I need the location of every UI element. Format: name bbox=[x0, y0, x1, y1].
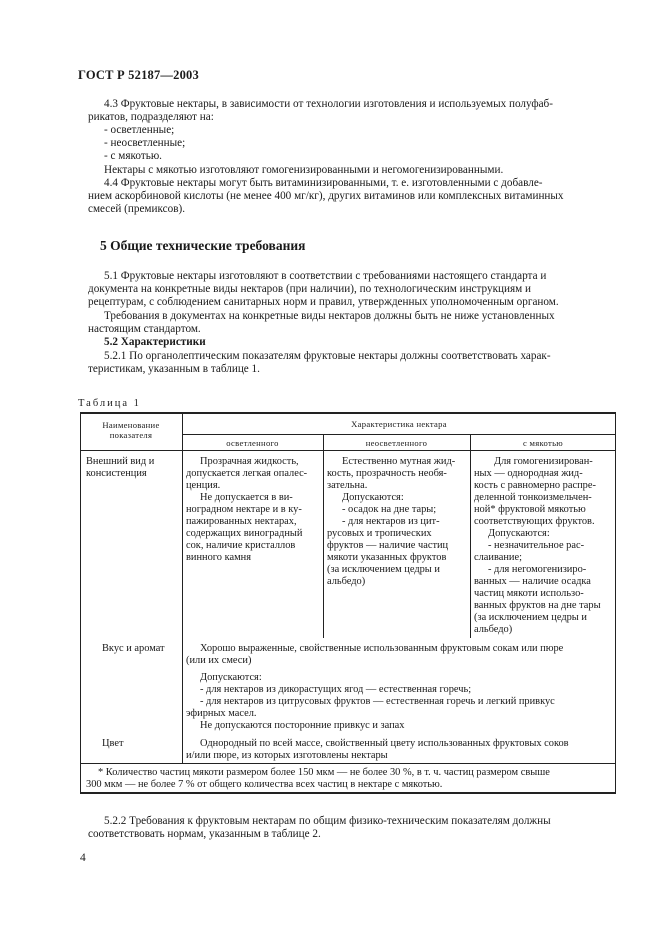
header-col-pulp: с мякотью bbox=[522, 438, 564, 448]
r1c1-line: Не допускается в ви- bbox=[200, 492, 293, 503]
header-name-line1: Наименование bbox=[102, 420, 160, 430]
section-5-title: 5 Общие технические требования bbox=[100, 238, 306, 253]
row2-line: - для нектаров из цитрусовых фруктов — естественная горечь и легкий привкус bbox=[200, 696, 555, 707]
r1c2-line: - для нектаров из цит- bbox=[342, 516, 440, 527]
table-caption: Таблица 1 bbox=[78, 398, 141, 409]
p43-line2: рикатов, подразделяют на: bbox=[88, 111, 214, 123]
p521-line2: теристикам, указанным в таблице 1. bbox=[88, 363, 260, 375]
p521-line1: 5.2.1 По органолептическим показателям фруктовые нектары должны соответствовать харак- bbox=[104, 350, 551, 362]
r1c3-line: - для негомогенизиро- bbox=[488, 564, 587, 575]
r1c1-line: содержащих виноградный bbox=[186, 528, 303, 539]
row2-name: Вкус и аромат bbox=[102, 643, 165, 654]
p44-line2: нием аскорбиновой кислоты (не менее 400 мг/кг), других витаминов или комплексных витаминных bbox=[88, 190, 564, 202]
p522-line1: 5.2.2 Требования к фруктовым нектарам по общим физико-техническим показателям должны bbox=[104, 815, 551, 827]
p-requirements-line1: Требования в документах на конкретные виды нектаров должны быть не ниже установленных bbox=[104, 310, 555, 322]
r1c2-line: (за исключением цедры и bbox=[327, 564, 440, 575]
r1c2-line: зательна. bbox=[327, 480, 368, 491]
r1c3-line: Допускаются: bbox=[488, 528, 550, 539]
r1c3-line: ных — однородная жид- bbox=[474, 468, 583, 479]
p51-line1: 5.1 Фруктовые нектары изготовляют в соответствии с требованиями настоящего стандарта и bbox=[104, 270, 547, 282]
row1-name-line1: Внешний вид и bbox=[86, 456, 155, 467]
r1c3-line: соответствующих фруктов. bbox=[474, 516, 595, 527]
table-1 bbox=[80, 412, 616, 794]
r1c2-line: - осадок на дне тары; bbox=[342, 504, 437, 515]
header-col-unclarified: неосветленного bbox=[365, 438, 428, 448]
r1c3-line: ной* фруктовой мякотью bbox=[474, 504, 586, 515]
r1c3-line: слаивание; bbox=[474, 552, 522, 563]
r1c1-line: сок, наличие кристаллов bbox=[186, 540, 296, 551]
r1c1-line: винного камня bbox=[186, 552, 251, 563]
r1c1-line: ноградном нектаре и в ку- bbox=[186, 504, 302, 515]
row2-line: Допускаются: bbox=[200, 672, 262, 683]
page-number: 4 bbox=[80, 852, 86, 864]
r1c1-line: пажированных нектарах, bbox=[186, 516, 297, 527]
r1c1-line: допускается легкая опалес- bbox=[186, 468, 308, 479]
p51-line3: рецептурам, с соблюдением санитарных норм и правил, утвержденных уполномоченным органом. bbox=[88, 296, 559, 308]
r1c2-line: Допускаются: bbox=[342, 492, 404, 503]
header-col-clarified: осветленного bbox=[226, 438, 279, 448]
r1c3-line: частиц мякоти использо- bbox=[474, 588, 584, 599]
p44-line1: 4.4 Фруктовые нектары могут быть витаминизированными, т. е. изготовленными с добавле- bbox=[104, 177, 543, 189]
r1c2-line: альбедо) bbox=[327, 576, 366, 587]
subsection-52-title: 5.2 Характеристики bbox=[104, 336, 206, 348]
table-footnote-line1: * Количество частиц мякоти размером более 150 мкм — не более 30 %, в т. ч. частиц размером свыше bbox=[98, 767, 550, 778]
row2-line: эфирных масел. bbox=[186, 708, 257, 719]
r1c2-line: Естественно мутная жид- bbox=[342, 456, 456, 467]
r1c3-line: ванных фруктов на дне тары bbox=[474, 600, 601, 611]
header-name-line2: показателя bbox=[109, 430, 153, 440]
r1c2-line: кость, прозрачность необя- bbox=[327, 468, 447, 479]
document-header: ГОСТ Р 52187—2003 bbox=[78, 68, 199, 82]
r1c3-line: Для гомогенизирован- bbox=[494, 456, 593, 467]
p44-line3: смесей (премиксов). bbox=[88, 203, 186, 215]
p-homogenized: Нектары с мякотью изготовляют гомогенизированными и негомогенизированными. bbox=[104, 164, 504, 176]
row2-line: - для нектаров из дикорастущих ягод — естественная горечь; bbox=[200, 684, 472, 695]
p-requirements-line2: настоящим стандартом. bbox=[88, 323, 201, 335]
row3-name: Цвет bbox=[102, 738, 124, 749]
row3-line: и/или пюре, из которых изготовлены нектары bbox=[186, 750, 388, 761]
row2-line: (или их смеси) bbox=[186, 655, 252, 666]
row2-line: Хорошо выраженные, свойственные использованным фруктовым сокам или пюре bbox=[200, 643, 564, 654]
list-item: - осветленные; bbox=[104, 124, 175, 136]
r1c3-line: (за исключением цедры и bbox=[474, 612, 587, 623]
r1c3-line: - незначительное рас- bbox=[488, 540, 585, 551]
r1c3-line: альбедо) bbox=[474, 624, 513, 635]
r1c2-line: русовых и тропических bbox=[327, 528, 432, 539]
r1c3-line: деленной тонкоизмельчен- bbox=[474, 492, 592, 503]
r1c3-line: кость с равномерно распре- bbox=[474, 480, 596, 491]
row3-line: Однородный по всей массе, свойственный цвету использованных фруктовых соков bbox=[200, 738, 569, 749]
list-item: - с мякотью. bbox=[104, 150, 162, 162]
table-footnote-line2: 300 мкм — не более 7 % от общего количества всех частиц в нектаре с мякотью. bbox=[86, 779, 443, 790]
header-group: Характеристика нектара bbox=[351, 419, 447, 429]
row1-name-line2: консистенция bbox=[86, 468, 147, 479]
list-item: - неосветленные; bbox=[104, 137, 186, 149]
r1c1-line: ценция. bbox=[186, 480, 221, 491]
r1c3-line: ванных — наличие осадка bbox=[474, 576, 591, 587]
r1c2-line: мякоти указанных фруктов bbox=[327, 552, 447, 563]
r1c1-line: Прозрачная жидкость, bbox=[200, 456, 299, 467]
r1c2-line: фруктов — наличие частиц bbox=[327, 540, 449, 551]
p43-line1: 4.3 Фруктовые нектары, в зависимости от технологии изготовления и используемых полуфаб- bbox=[104, 98, 553, 110]
p51-line2: документа на конкретные виды нектаров (при наличии), по технологическим инструкциям и bbox=[88, 283, 532, 295]
p522-line2: соответствовать нормам, указанным в таблице 2. bbox=[88, 828, 321, 840]
row2-line: Не допускаются посторонние привкус и запах bbox=[200, 720, 405, 731]
